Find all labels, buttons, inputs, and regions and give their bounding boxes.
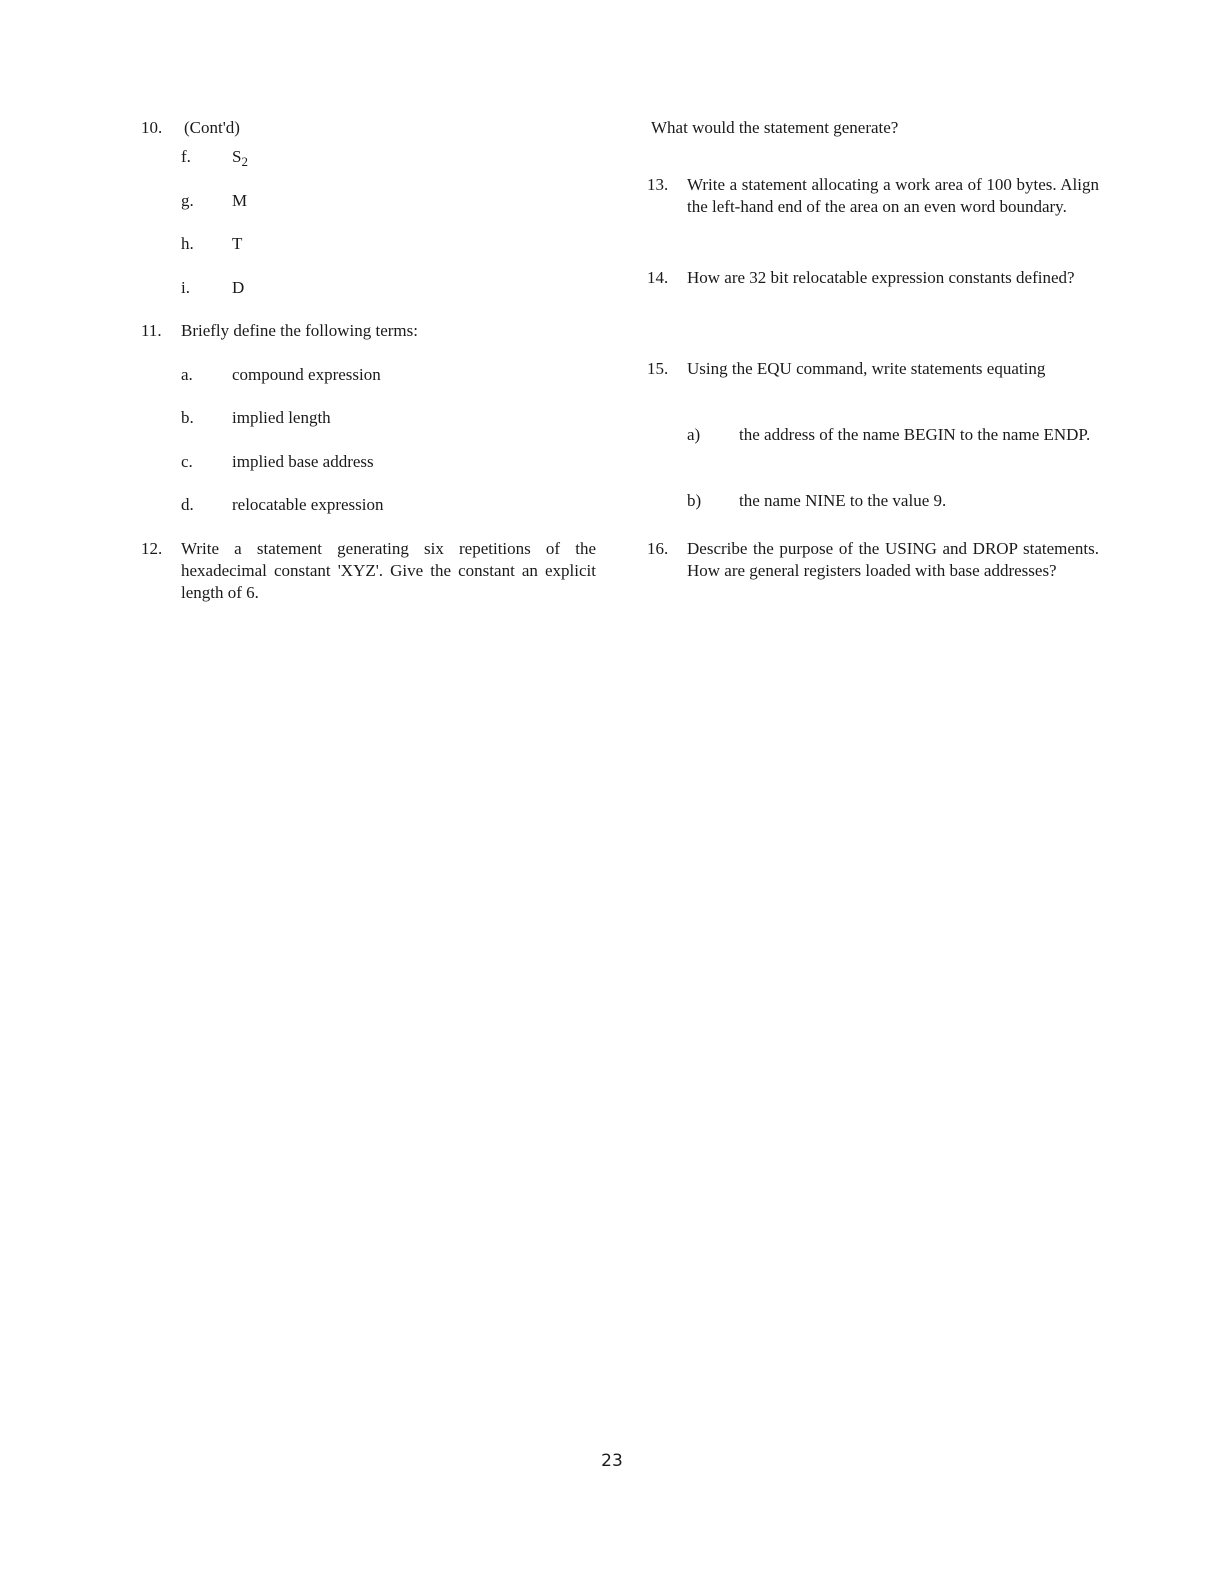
- q10-item-i-value: D: [232, 278, 245, 297]
- q10-label: (Cont'd): [184, 118, 240, 137]
- q11-item-a-letter: a.: [181, 365, 193, 384]
- q14-number: 14.: [647, 268, 669, 287]
- q15-item-a-letter: a): [687, 425, 701, 444]
- q10-item-g-letter: g.: [181, 191, 194, 210]
- q11-item-d-text: relocatable expression: [232, 495, 384, 514]
- q15-item-b-text: the name NINE to the value 9.: [739, 491, 947, 510]
- q10-item-h-value: T: [232, 234, 243, 253]
- q10-item-f-value: $S_2$: [232, 147, 248, 169]
- q11-item-b-letter: b.: [181, 408, 194, 427]
- q13-number: 13.: [647, 175, 669, 194]
- q11-item-c-text: implied base address: [232, 452, 374, 471]
- q11-number: 11.: [141, 321, 162, 340]
- q11-item-d-letter: d.: [181, 495, 194, 514]
- q15-item-a-text: the address of the name BEGIN to the name ENDP.: [739, 425, 1091, 444]
- q11-text: Briefly define the following terms:: [181, 321, 418, 340]
- q12-continuation: What would the statement generate?: [651, 118, 899, 137]
- q13-text: Write a statement allocating a work area of 100 bytes. Align the left-hand end of the area on an even word boundary.: [687, 175, 1099, 216]
- q12-number: 12.: [141, 539, 163, 558]
- q10-item-g-value: M: [232, 191, 248, 210]
- q10-item-f-letter: f.: [181, 147, 191, 166]
- q14-text: How are 32 bit relocatable expression constants defined?: [687, 268, 1075, 287]
- q10-item-h-letter: h.: [181, 234, 194, 253]
- q15-item-b-letter: b): [687, 491, 702, 510]
- q11-item-a-text: compound expression: [232, 365, 381, 384]
- page-number: 23: [601, 1451, 623, 1471]
- q12-text: Write a statement generating six repetitions of the hexadecimal constant 'XYZ'. Give the constant an explicit length of 6.: [181, 539, 596, 602]
- q15-text: Using the EQU command, write statements equating: [687, 359, 1046, 378]
- q16-text: Describe the purpose of the USING and DROP statements. How are general registers loaded with base addresses?: [687, 539, 1099, 580]
- q16-number: 16.: [647, 539, 669, 558]
- q10-number: 10.: [141, 118, 163, 137]
- q10-item-i-letter: i.: [181, 278, 190, 297]
- q11-item-c-letter: c.: [181, 452, 193, 471]
- q11-item-b-text: implied length: [232, 408, 331, 427]
- q15-number: 15.: [647, 359, 669, 378]
